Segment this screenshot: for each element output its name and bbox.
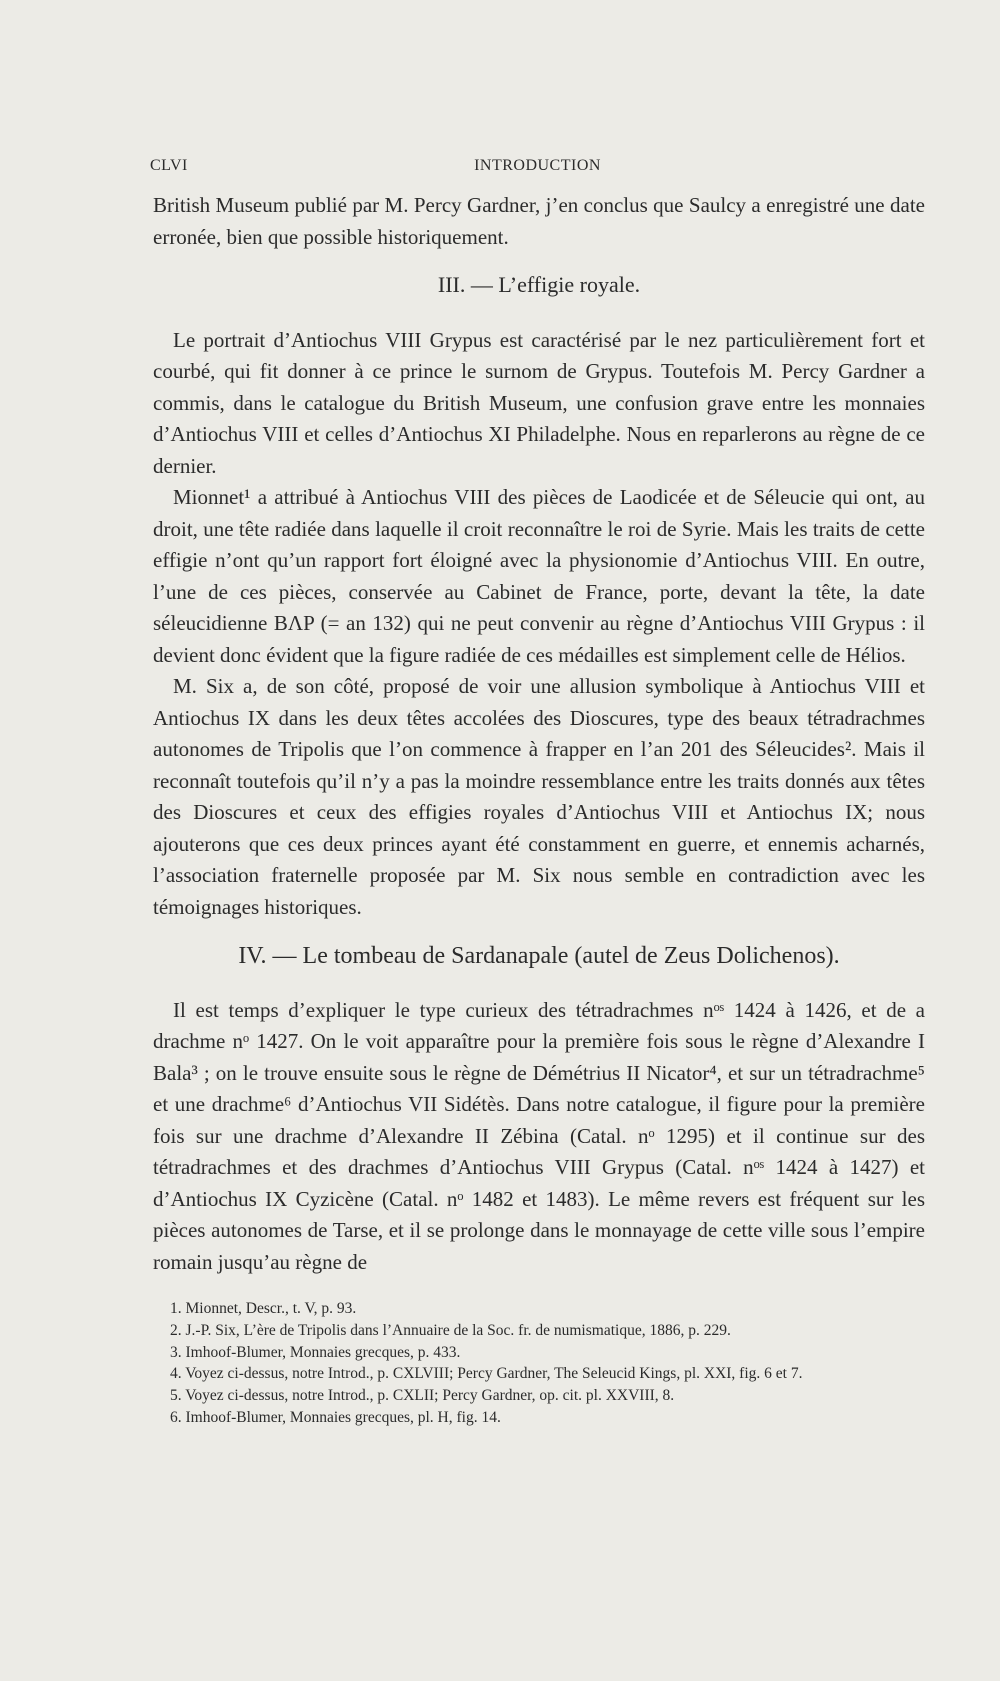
footnote: 2. J.-P. Six, L’ère de Tripolis dans l’Annuaire de la Soc. fr. de numismatique, 1886, p. 229. <box>170 1321 731 1339</box>
paragraph: Le portrait d’Antiochus VIII Grypus est caractérisé par le nez particulièrement fort et courbé, qui fit donner à ce prince le surnom de Grypus. Toutefois M. Percy Gardner a commis, dans le catalogue du British Museum, une confusion grave entre les monnaies d’Antiochus VIII et celles d’Antiochus XI Philadelphe. Nous en reparlerons au règne de ce dernier. <box>153 327 925 478</box>
section-heading-iii: III. — L’effigie royale. <box>437 272 641 297</box>
running-title: INTRODUCTION <box>474 157 601 174</box>
footnote: 1. Mionnet, Descr., t. V, p. 93. <box>170 1300 357 1317</box>
main-text <box>153 190 925 1278</box>
paragraph: M. Six a, de son côté, proposé de voir une allusion symbolique à Antiochus VIII et Antiochus IX dans les deux têtes accolées des Dioscures, type des beaux tétradrachmes autonomes de Tripolis que l’on commence à frapper en l’an 201 des Séleucides². Mais il reconnaît toutefois qu’il n’y a pas la moindre ressemblance entre les traits donnés aux têtes des Dioscures et ceux des effigies royales d’Antiochus VIII et Antiochus IX; nous ajouterons que ces deux princes ayant été constamment en guerre, et ennemis acharnés, l’association fraternelle proposée par M. Six nous semble en contradiction avec les témoignages historiques. <box>153 674 925 919</box>
footnotes <box>170 1298 930 1429</box>
paragraph: Mionnet¹ a attribué à Antiochus VIII des pièces de Laodicée et de Séleucie qui ont, au droit, une tête radiée dans laquelle il croit reconnaître le roi de Syrie. Mais les traits de cette effigie n’ont qu’un rapport fort éloigné avec la physionomie d’Antiochus VIII. En outre, l’une de ces pièces, conservée au Cabinet de France, porte, devant la tête, la date séleucidienne BΛP (= an 132) qui ne peut convenir au règne d’Antiochus VIII Grypus : il devient donc évident que la figure radiée de ces médailles est simplement celle de Hélios. <box>153 485 925 667</box>
footnote: 6. Imhoof-Blumer, Monnaies grecques, pl. H, fig. 14. <box>170 1408 501 1426</box>
footnote: 3. Imhoof-Blumer, Monnaies grecques, p. 433. <box>170 1343 461 1361</box>
footnote: 4. Voyez ci-dessus, notre Introd., p. CXLVIII; Percy Gardner, The Seleucid Kings, pl. XXI, fig. 6 et 7. <box>170 1365 803 1383</box>
paragraph: Il est temps d’expliquer le type curieux des tétradrachmes nᵒˢ 1424 à 1426, et de a drachme nᵒ 1427. On le voit apparaître pour la première fois sous le règne d’Alexandre I Bala³ ; on le trouve ensuite sous le règne de Démétrius II Nicator⁴, et sur un tétradrachme⁵ et une drachme⁶ d’Antiochus VII Sidétès. Dans notre catalogue, il figure pour la première fois sur une drachme d’Alexandre II Zébina (Catal. nᵒ 1295) et il continue sur des tétradrachmes et des drachmes d’Antiochus VIII Grypus (Catal. nᵒˢ 1424 à 1427) et d’Antiochus IX Cyzicène (Catal. nᵒ 1482 et 1483). Le même revers est fréquent sur les pièces autonomes de Tarse, et il se prolonge dans le monnayage de cette ville sous l’empire romain jusqu’au règne de <box>153 997 925 1274</box>
page-folio: CLVI <box>150 157 188 174</box>
section-heading-iv: IV. — Le tombeau de Sardanapale (autel de Zeus Dolichenos). <box>238 943 840 969</box>
paragraph-continued: British Museum publié par M. Percy Gardner, j’en conclus que Saulcy a enregistré une date erronée, bien que possible historiquement. <box>153 193 925 249</box>
footnote: 5. Voyez ci-dessus, notre Introd., p. CXLII; Percy Gardner, op. cit. pl. XXVIII, 8. <box>170 1387 675 1405</box>
